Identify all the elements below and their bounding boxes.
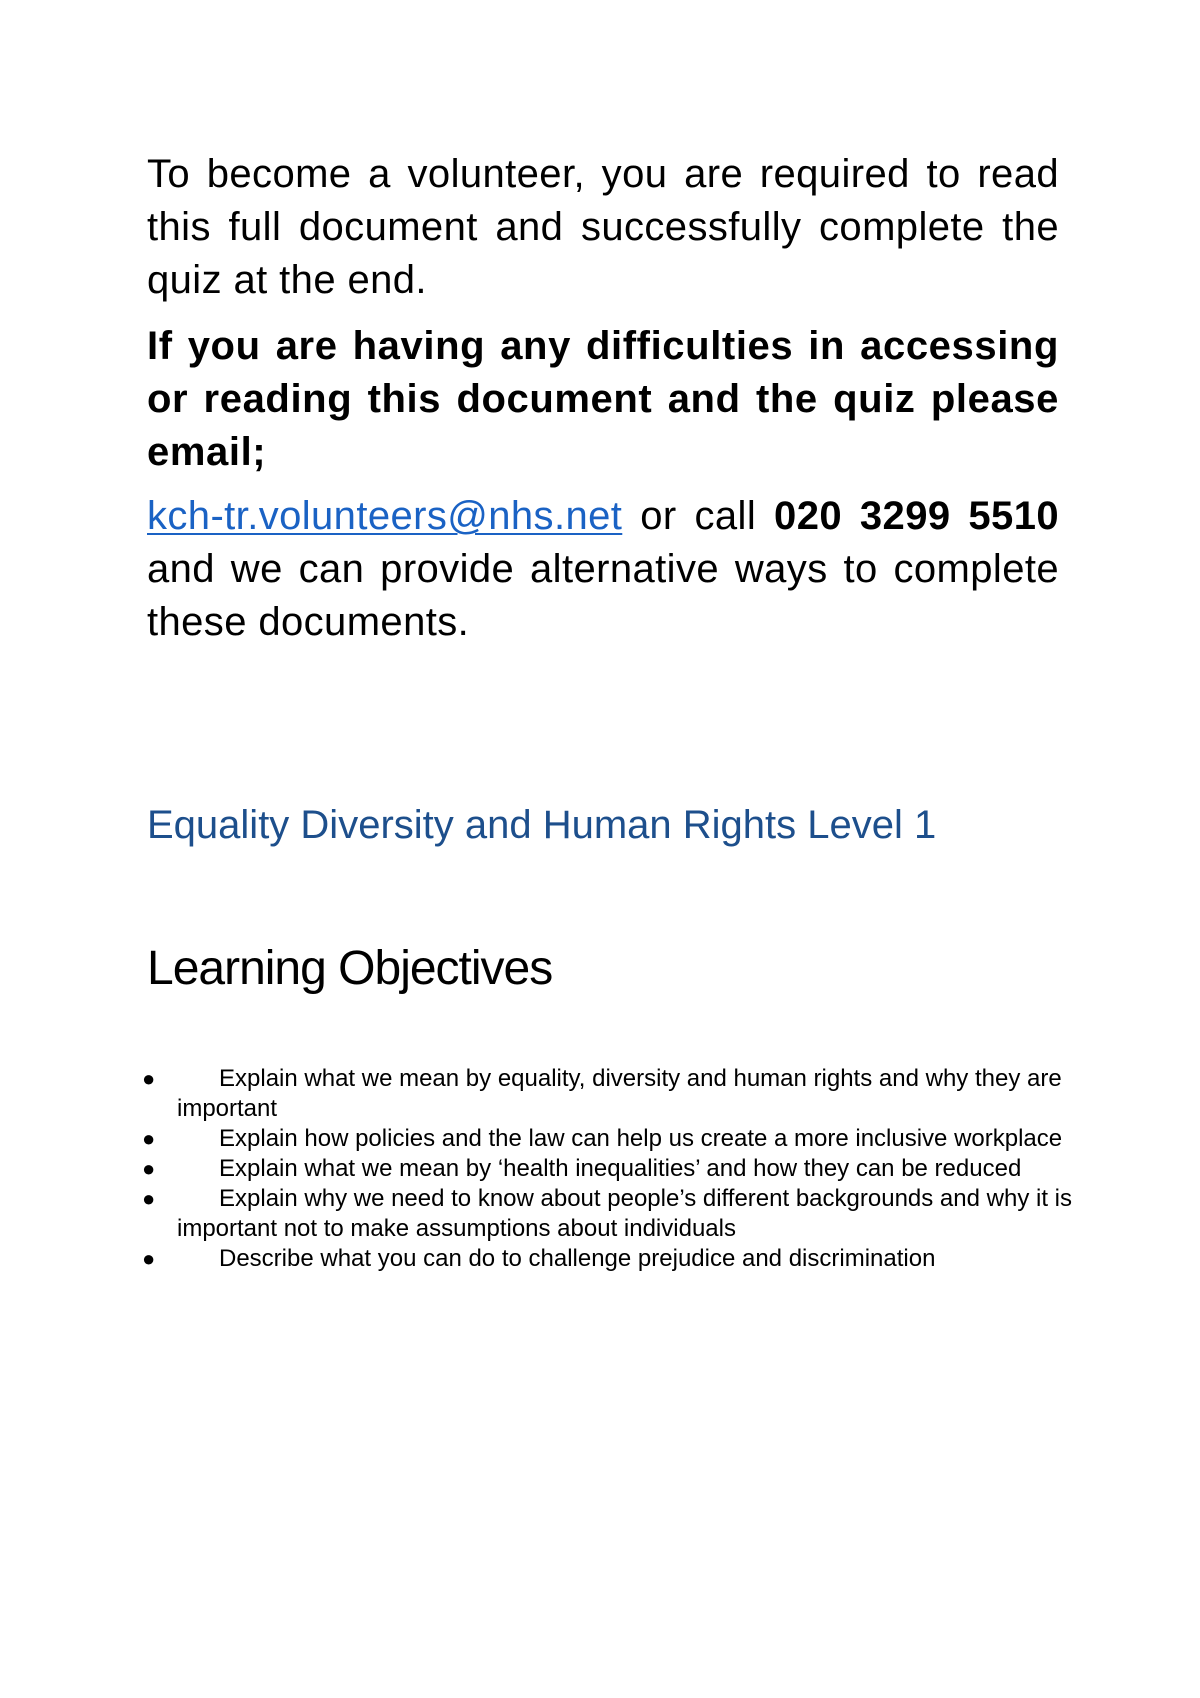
objective-item	[142, 1154, 1077, 1184]
bullet-icon: ●	[142, 1066, 156, 1091]
objective-item	[142, 1244, 1077, 1274]
document-title: Equality Diversity and Human Rights Level 1	[147, 803, 937, 847]
difficulty-notice: If you are having any difficulties in accessing or reading this document and the quiz please email;	[147, 324, 1059, 474]
objective-text: Explain how policies and the law can help us create a more inclusive workplace	[219, 1125, 1063, 1152]
objective-text: Describe what you can do to challenge prejudice and discrimination	[219, 1245, 936, 1272]
objective-item	[142, 1184, 1077, 1244]
intro-paragraph: To become a volunteer, you are required to read this full document and successfully complete the quiz at the end.	[147, 152, 1059, 302]
objective-text: Explain what we mean by equality, diversity and human rights and why they are important	[177, 1065, 1062, 1122]
phone-number: 020 3299 5510	[774, 494, 1059, 538]
contact-paragraph	[147, 490, 1059, 649]
objective-text: Explain why we need to know about people’s different backgrounds and why it is important not to make assumptions about individuals	[177, 1185, 1072, 1242]
volunteer-email-link[interactable]: kch-tr.volunteers@nhs.net	[147, 494, 623, 538]
learning-objectives-heading: Learning Objectives	[147, 942, 553, 995]
objective-text: Explain what we mean by ‘health inequalities’ and how they can be reduced	[219, 1155, 1022, 1182]
bullet-icon: ●	[142, 1126, 156, 1151]
objective-item	[142, 1124, 1077, 1154]
learning-objectives-list	[142, 1064, 1077, 1274]
bullet-icon: ●	[142, 1186, 156, 1211]
bullet-icon: ●	[142, 1156, 156, 1181]
contact-rest-text: and we can provide alternative ways to complete these documents.	[147, 547, 1059, 644]
objective-item	[142, 1064, 1077, 1124]
bullet-icon: ●	[142, 1246, 156, 1271]
or-call-text: or call	[622, 494, 775, 538]
